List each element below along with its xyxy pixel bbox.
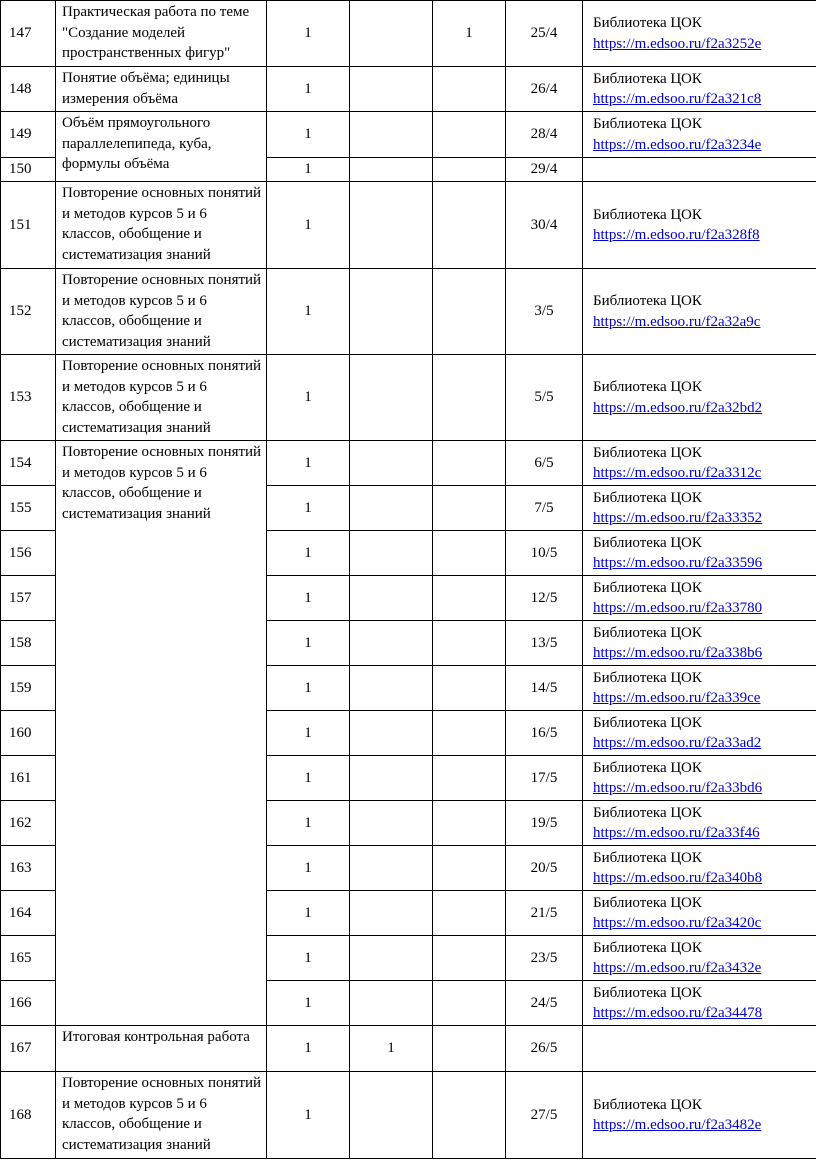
resource-link[interactable]: https://m.edsoo.ru/f2a339ce <box>593 690 761 706</box>
lesson-practical: 1 <box>433 1 506 67</box>
lesson-date: 6/5 <box>506 441 583 486</box>
lesson-number: 158 <box>1 621 56 666</box>
resource-link[interactable]: https://m.edsoo.ru/f2a32bd2 <box>593 399 763 416</box>
resource-link[interactable]: https://m.edsoo.ru/f2a338b6 <box>593 645 763 661</box>
lesson-topic: Повторение основных понятий и методов курсов 5 и 6 классов, обобщение и систематизация знаний <box>56 182 267 269</box>
lesson-hours: 1 <box>267 158 350 182</box>
resource-link[interactable]: https://m.edsoo.ru/f2a32a9c <box>593 313 761 330</box>
lesson-date: 24/5 <box>506 981 583 1026</box>
lesson-hours: 1 <box>267 981 350 1026</box>
resource-label: Библиотека ЦОК <box>593 669 702 686</box>
lesson-number: 159 <box>1 666 56 711</box>
lesson-hours: 1 <box>267 67 350 112</box>
lesson-practical <box>433 576 506 621</box>
lesson-topic: Практическая работа по теме "Создание моделей пространственных фигур" <box>56 1 267 67</box>
lesson-hours: 1 <box>267 269 350 355</box>
table-row <box>1 1026 816 1072</box>
lesson-date: 26/5 <box>506 1026 583 1072</box>
lesson-resource <box>583 486 816 531</box>
lesson-resource <box>583 1 816 67</box>
lesson-practical <box>433 1026 506 1072</box>
resource-link[interactable]: https://m.edsoo.ru/f2a328f8 <box>593 227 760 243</box>
lesson-resource <box>583 756 816 801</box>
lesson-number: 156 <box>1 531 56 576</box>
lesson-topic: Повторение основных понятий и методов курсов 5 и 6 классов, обобщение и систематизация знаний <box>56 269 267 355</box>
lesson-hours: 1 <box>267 531 350 576</box>
resource-label: Библиотека ЦОК <box>593 70 702 87</box>
lesson-topic: Объём прямоугольного параллелепипеда, куба, формулы объёма <box>56 112 267 182</box>
lesson-practical <box>433 666 506 711</box>
lesson-control <box>350 531 433 576</box>
lesson-control <box>350 936 433 981</box>
lesson-date: 5/5 <box>506 355 583 441</box>
lesson-control <box>350 486 433 531</box>
lesson-practical <box>433 756 506 801</box>
lesson-date: 7/5 <box>506 486 583 531</box>
lesson-control <box>350 621 433 666</box>
lesson-date: 16/5 <box>506 711 583 756</box>
lesson-practical <box>433 936 506 981</box>
resource-label: Библиотека ЦОК <box>593 116 702 132</box>
lesson-date: 19/5 <box>506 801 583 846</box>
lesson-control <box>350 711 433 756</box>
lesson-practical <box>433 801 506 846</box>
resource-label: Библиотека ЦОК <box>593 579 702 596</box>
lesson-control <box>350 756 433 801</box>
resource-link[interactable]: https://m.edsoo.ru/f2a3252e <box>593 35 762 52</box>
lesson-date: 29/4 <box>506 158 583 182</box>
lesson-number: 147 <box>1 1 56 67</box>
lesson-hours: 1 <box>267 756 350 801</box>
resource-link[interactable]: https://m.edsoo.ru/f2a321c8 <box>593 91 762 107</box>
lesson-control <box>350 67 433 112</box>
lesson-date: 27/5 <box>506 1072 583 1159</box>
lesson-control <box>350 666 433 711</box>
resource-label: Библиотека ЦОК <box>593 206 702 223</box>
resource-link[interactable]: https://m.edsoo.ru/f2a3312c <box>593 465 762 481</box>
resource-link[interactable]: https://m.edsoo.ru/f2a3482e <box>593 1117 762 1133</box>
lesson-resource <box>583 1072 816 1159</box>
resource-link[interactable]: https://m.edsoo.ru/f2a33596 <box>593 555 763 571</box>
lesson-hours: 1 <box>267 112 350 158</box>
lesson-number: 151 <box>1 182 56 269</box>
lesson-resource <box>583 936 816 981</box>
lesson-date: 17/5 <box>506 756 583 801</box>
lesson-control <box>350 182 433 269</box>
lesson-topic: Повторение основных понятий и методов курсов 5 и 6 классов, обобщение и систематизация знаний <box>56 441 267 1026</box>
resource-label: Библиотека ЦОК <box>593 759 702 776</box>
lesson-date: 26/4 <box>506 67 583 112</box>
lesson-resource <box>583 621 816 666</box>
lesson-resource <box>583 355 816 441</box>
lesson-resource <box>583 981 816 1026</box>
lesson-practical <box>433 67 506 112</box>
lesson-control <box>350 158 433 182</box>
lesson-topic: Итоговая контрольная работа <box>56 1026 267 1072</box>
resource-label: Библиотека ЦОК <box>593 714 702 731</box>
lesson-resource <box>583 576 816 621</box>
lesson-resource <box>583 711 816 756</box>
lesson-hours: 1 <box>267 1072 350 1159</box>
lesson-number: 153 <box>1 355 56 441</box>
lesson-practical <box>433 355 506 441</box>
lesson-number: 150 <box>1 158 56 182</box>
lesson-resource <box>583 846 816 891</box>
resource-link[interactable]: https://m.edsoo.ru/f2a34478 <box>593 1005 763 1021</box>
lesson-date: 30/4 <box>506 182 583 269</box>
resource-label: Библиотека ЦОК <box>593 624 702 641</box>
lesson-control <box>350 269 433 355</box>
lesson-control <box>350 441 433 486</box>
lesson-control <box>350 576 433 621</box>
lesson-resource <box>583 1026 816 1072</box>
lesson-hours: 1 <box>267 801 350 846</box>
lesson-date: 14/5 <box>506 666 583 711</box>
lesson-number: 152 <box>1 269 56 355</box>
resource-label: Библиотека ЦОК <box>593 15 702 31</box>
lesson-date: 3/5 <box>506 269 583 355</box>
lesson-resource <box>583 112 816 158</box>
lesson-hours: 1 <box>267 936 350 981</box>
lesson-resource <box>583 158 816 182</box>
lesson-hours: 1 <box>267 355 350 441</box>
lesson-control <box>350 801 433 846</box>
lesson-number: 164 <box>1 891 56 936</box>
lesson-resource <box>583 531 816 576</box>
lesson-number: 157 <box>1 576 56 621</box>
lesson-hours: 1 <box>267 576 350 621</box>
lesson-resource <box>583 666 816 711</box>
lesson-number: 148 <box>1 67 56 112</box>
lesson-control <box>350 1 433 67</box>
lesson-resource <box>583 269 816 355</box>
lesson-number: 163 <box>1 846 56 891</box>
lesson-number: 161 <box>1 756 56 801</box>
resource-link[interactable]: https://m.edsoo.ru/f2a340b8 <box>593 870 763 886</box>
lesson-practical <box>433 891 506 936</box>
resource-link[interactable]: https://m.edsoo.ru/f2a3234e <box>593 136 762 153</box>
lesson-number: 160 <box>1 711 56 756</box>
lesson-hours: 1 <box>267 182 350 269</box>
lesson-resource <box>583 891 816 936</box>
resource-label: Библиотека ЦОК <box>593 379 702 395</box>
resource-link[interactable]: https://m.edsoo.ru/f2a33ad2 <box>593 735 762 751</box>
lesson-number: 168 <box>1 1072 56 1159</box>
resource-link[interactable]: https://m.edsoo.ru/f2a33bd6 <box>593 780 763 796</box>
resource-link[interactable]: https://m.edsoo.ru/f2a33f46 <box>593 825 760 841</box>
lesson-control <box>350 112 433 158</box>
lesson-control <box>350 1072 433 1159</box>
lesson-control <box>350 846 433 891</box>
resource-label: Библиотека ЦОК <box>593 489 702 506</box>
resource-label: Библиотека ЦОК <box>593 849 702 866</box>
lesson-date: 13/5 <box>506 621 583 666</box>
lesson-number: 162 <box>1 801 56 846</box>
resource-label: Библиотека ЦОК <box>593 293 702 309</box>
lesson-practical <box>433 182 506 269</box>
lesson-hours: 1 <box>267 486 350 531</box>
resource-label: Библиотека ЦОК <box>593 534 702 551</box>
resource-link[interactable]: https://m.edsoo.ru/f2a33780 <box>593 600 763 616</box>
lesson-hours: 1 <box>267 1 350 67</box>
lesson-resource <box>583 801 816 846</box>
resource-link[interactable]: https://m.edsoo.ru/f2a3420c <box>593 915 762 931</box>
lesson-number: 167 <box>1 1026 56 1072</box>
lesson-hours: 1 <box>267 846 350 891</box>
lesson-date: 20/5 <box>506 846 583 891</box>
lesson-practical <box>433 269 506 355</box>
lesson-topic: Повторение основных понятий и методов курсов 5 и 6 классов, обобщение и систематизация знаний <box>56 355 267 441</box>
resource-link[interactable]: https://m.edsoo.ru/f2a33352 <box>593 510 763 526</box>
lesson-control <box>350 355 433 441</box>
lesson-resource <box>583 182 816 269</box>
lesson-date: 23/5 <box>506 936 583 981</box>
resource-label: Библиотека ЦОК <box>593 939 702 956</box>
lesson-number: 165 <box>1 936 56 981</box>
lesson-resource <box>583 67 816 112</box>
lesson-practical <box>433 981 506 1026</box>
resource-label: Библиотека ЦОК <box>593 444 702 461</box>
lesson-practical <box>433 1072 506 1159</box>
lesson-resource <box>583 441 816 486</box>
resource-label: Библиотека ЦОК <box>593 1096 702 1113</box>
lesson-control <box>350 891 433 936</box>
lesson-practical <box>433 531 506 576</box>
lesson-hours: 1 <box>267 711 350 756</box>
lesson-practical <box>433 158 506 182</box>
table-row <box>1 112 816 158</box>
lesson-hours: 1 <box>267 621 350 666</box>
lesson-practical <box>433 846 506 891</box>
lesson-practical <box>433 112 506 158</box>
lesson-date: 10/5 <box>506 531 583 576</box>
lesson-number: 149 <box>1 112 56 158</box>
lesson-topic: Повторение основных понятий и методов курсов 5 и 6 классов, обобщение и систематизация знаний <box>56 1072 267 1159</box>
lesson-date: 21/5 <box>506 891 583 936</box>
table-row <box>1 182 816 269</box>
table-row <box>1 269 816 355</box>
lesson-control: 1 <box>350 1026 433 1072</box>
resource-link[interactable]: https://m.edsoo.ru/f2a3432e <box>593 960 762 976</box>
lesson-practical <box>433 621 506 666</box>
lesson-hours: 1 <box>267 1026 350 1072</box>
table-row <box>1 441 816 486</box>
lesson-date: 12/5 <box>506 576 583 621</box>
lesson-hours: 1 <box>267 666 350 711</box>
table-row <box>1 1072 816 1159</box>
lesson-practical <box>433 486 506 531</box>
lesson-practical <box>433 441 506 486</box>
lesson-hours: 1 <box>267 441 350 486</box>
lesson-date: 28/4 <box>506 112 583 158</box>
lesson-practical <box>433 711 506 756</box>
lesson-number: 154 <box>1 441 56 486</box>
resource-label: Библиотека ЦОК <box>593 984 702 1001</box>
table-row <box>1 355 816 441</box>
resource-label: Библиотека ЦОК <box>593 804 702 821</box>
lesson-date: 25/4 <box>506 1 583 67</box>
lesson-hours: 1 <box>267 891 350 936</box>
lesson-control <box>350 981 433 1026</box>
lesson-topic: Понятие объёма; единицы измерения объёма <box>56 67 267 112</box>
lesson-number: 155 <box>1 486 56 531</box>
table-row <box>1 1 816 67</box>
table-row <box>1 67 816 112</box>
resource-label: Библиотека ЦОК <box>593 894 702 911</box>
lesson-number: 166 <box>1 981 56 1026</box>
